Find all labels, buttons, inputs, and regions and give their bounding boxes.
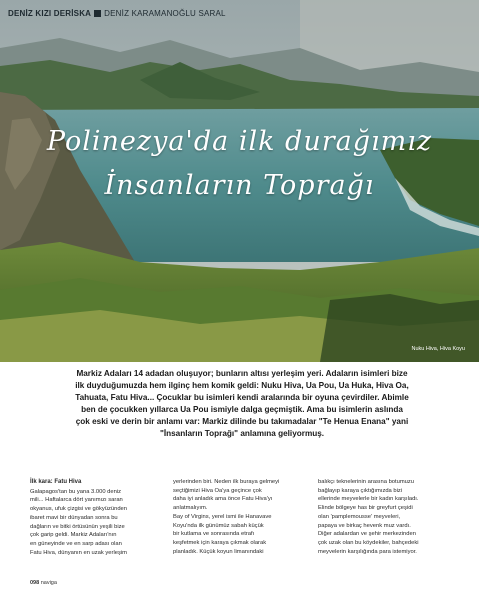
body-line: dağların ve bitki örtüsünün yeşili bize (30, 523, 125, 530)
lead-line: çok eski ve derin bir anlamı var: Markiz dilinde bu takımadalar "Te Henua Enana" yani (75, 417, 409, 426)
body-column-1 (30, 478, 164, 557)
subheading: İlk kara: Fatu Hiva (30, 479, 82, 485)
body-line: yerlerinden biri. Neden ilk buraya gelmeyi (173, 479, 280, 485)
body-line: ellerinde meyvelerle bir kadın karşıladı. (318, 496, 419, 503)
body-line: Fatu Hiva, dünyanın en uzak yerleşim (30, 549, 127, 556)
body-line: ibaret mavi bir dünyadan sonra bu (30, 514, 118, 521)
body-line: anlatmalıyım. (173, 505, 208, 512)
photo-caption: Nuku Hiva, Hiva Koyu (411, 346, 465, 352)
article-title-line-2: İnsanların Toprağı (104, 170, 375, 201)
folio-magazine-name: naviga (40, 580, 57, 586)
body-line: bir kutlama ve sonrasında etrafı (173, 531, 255, 538)
section-header (8, 9, 226, 18)
body-line: olan 'pamplemousse' meyveleri, (318, 513, 401, 520)
body-line: daha iyi anladık ama önce Fatu Hiva'yı (173, 496, 273, 503)
body-line: çok garip geldi. Markiz Adaları'nın (30, 532, 117, 539)
body-line: Koyu'nda ilk günümüz sabah küçük (173, 522, 264, 529)
body-line: okyanus, ufuk çizgisi ve gökyüzünden (30, 506, 127, 513)
lead-line: "İnsanların Toprağı" anlamına geliyormuş. (159, 429, 325, 438)
body-column-2 (173, 478, 307, 556)
body-line: balıkçı teknelerinin arasına botumuzu (318, 479, 415, 485)
lead-line: Markiz Adaları 14 adadan oluşuyor; bunların altısı yerleşim yeri. Adaların isimleri bize (76, 369, 408, 378)
lead-line: ilk duyduğumuzda hem ilginç hem komik geldi: Nuku Hiva, Ua Pou, Ua Huka, Hiva Oa, (75, 381, 409, 390)
article-title-line-1: Polinezya'da ilk durağımız (46, 126, 433, 157)
author-name: DENİZ KARAMANOĞLU SARAL (104, 9, 226, 18)
body-line: keşfetmek için karaya çıkmak olarak (173, 539, 267, 546)
body-line: planladık. Küçük koyun limanındaki (173, 548, 264, 555)
body-line: mili... Haftalarca dört yanımızı saran (30, 497, 123, 504)
body-line: Bay of Virgins, yerel ismi ile Hanavave (173, 513, 272, 520)
page-folio (30, 580, 57, 586)
body-line: Galapagos'tan bu yana 3.000 deniz (30, 488, 122, 495)
body-column-3 (318, 478, 468, 556)
lead-line: ben de çocukken yıllarca Ua Pou ismiyle dalga geçmiştik. Ama bu isimlerin aslında (81, 405, 403, 414)
body-line: çok uzak olan bu köydekiler, bahçedeki (318, 539, 419, 546)
body-line: meyvelerin karşılığında para istemiyor. (318, 548, 417, 555)
lead-paragraph (30, 368, 454, 440)
body-line: seçtiğimizi Hiva Oa'ya geçince çok (173, 487, 262, 494)
body-line: bağlayıp karaya çıktığımızda bizi (318, 487, 403, 494)
body-line: Elinde bölgeye has bir greyfurt çeşidi (318, 505, 413, 512)
body-line: Diğer adalardan ve şehir merkezinden (318, 531, 416, 538)
page-number: 098 (30, 580, 40, 586)
lead-line: Tahuata, Fatu Hiva... Çocuklar bu isimleri kendi aralarında bir oyuna çevirdiler. Abimle (75, 393, 409, 402)
separator-square-icon (94, 10, 101, 17)
body-line: papaya ve birkaç hevenk muz vardı. (318, 522, 411, 529)
body-line: en güneyinde ve en sarp adası olan (30, 540, 122, 547)
magazine-section: DENİZ KIZI DERİSKA (8, 9, 92, 18)
